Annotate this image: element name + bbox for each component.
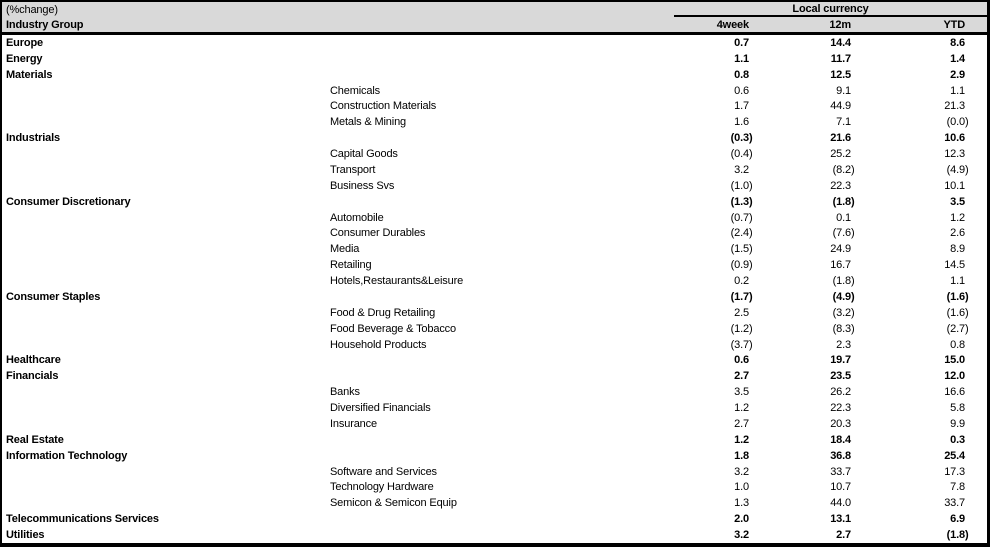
value-cell-ytd: (1.6) [946,306,969,319]
table-row [2,289,987,305]
value-cell-ytd: 33.7 [944,497,965,510]
industry-label: Chemicals [330,84,380,97]
value-cell-ytd: 10.1 [944,179,965,192]
table-row [2,480,987,496]
table-row [2,321,987,337]
table-row [2,257,987,273]
value-cell-4week: (2.4) [730,227,753,240]
value-cell-4week: 0.6 [734,354,749,367]
value-cell-4week: 1.2 [734,433,749,446]
table-row [2,67,987,83]
value-cell-ytd: (0.0) [946,116,969,129]
industry-label: Transport [330,163,376,176]
header-row-columns [2,17,987,32]
industry-label: Household Products [330,338,427,351]
industry-label: Retailing [330,259,372,272]
value-cell-12m: 12.5 [830,68,851,81]
value-cell-ytd: (1.6) [946,290,969,303]
value-cell-4week: 0.8 [734,68,749,81]
value-cell-ytd: 5.8 [950,402,965,415]
value-cell-4week: (1.5) [730,243,753,256]
value-cell-4week: 1.7 [734,100,749,113]
value-cell-ytd: 10.6 [944,132,965,145]
table-body [2,35,987,543]
sector-label: Europe [6,36,43,49]
industry-label: Technology Hardware [330,481,434,494]
table-row [2,178,987,194]
value-cell-4week: (0.4) [730,148,753,161]
table-row [2,495,987,511]
industry-label: Capital Goods [330,148,398,161]
sector-label: Real Estate [6,433,64,446]
value-cell-12m: 36.8 [830,449,851,462]
value-cell-12m: 18.4 [830,433,851,446]
table-row [2,511,987,527]
value-cell-12m: 2.7 [836,529,851,542]
percent-change-label: (%change) [6,3,58,16]
sector-label: Information Technology [6,449,128,462]
value-cell-4week: (1.7) [730,290,753,303]
value-cell-12m: 25.2 [830,148,851,161]
value-cell-12m: 22.3 [830,179,851,192]
value-cell-12m: (3.2) [832,306,855,319]
sector-label: Financials [6,370,59,383]
table-row [2,353,987,369]
value-cell-4week: 3.5 [734,386,749,399]
value-cell-4week: 0.2 [734,275,749,288]
industry-group-header: Industry Group [6,18,84,31]
sector-label: Consumer Discretionary [6,195,131,208]
value-cell-4week: 0.7 [734,36,749,49]
value-cell-4week: (1.2) [730,322,753,335]
industry-label: Metals & Mining [330,116,407,129]
value-cell-ytd: 15.0 [944,354,965,367]
value-cell-12m: 7.1 [836,116,851,129]
value-cell-4week: 3.2 [734,465,749,478]
value-cell-12m: 33.7 [830,465,851,478]
table-row [2,416,987,432]
table-row [2,51,987,67]
local-currency-group-header [674,2,987,17]
sector-label: Energy [6,52,43,65]
value-cell-12m: 0.1 [836,211,851,224]
value-cell-4week: 3.2 [734,529,749,542]
industry-label: Business Svs [330,179,395,192]
table-row [2,384,987,400]
table-row [2,464,987,480]
table-row [2,83,987,99]
table-row [2,210,987,226]
value-cell-ytd: 1.1 [950,84,965,97]
value-cell-12m: 9.1 [836,84,851,97]
value-cell-12m: 23.5 [830,370,851,383]
sector-label: Industrials [6,132,60,145]
value-cell-ytd: 3.5 [950,195,965,208]
value-cell-ytd: 12.0 [944,370,965,383]
value-cell-ytd: 8.6 [950,36,965,49]
table-row [2,241,987,257]
table-row [2,305,987,321]
value-cell-4week: 0.6 [734,84,749,97]
table-row [2,448,987,464]
table-row [2,130,987,146]
value-cell-4week: 1.2 [734,402,749,415]
value-cell-12m: 19.7 [830,354,851,367]
value-cell-12m: 21.6 [830,132,851,145]
value-cell-ytd: 6.9 [950,513,965,526]
value-cell-4week: 1.0 [734,481,749,494]
value-cell-12m: 11.7 [830,52,851,65]
table-header [2,2,987,35]
value-cell-12m: 20.3 [830,417,851,430]
value-cell-4week: (1.3) [730,195,753,208]
value-cell-ytd: 8.9 [950,243,965,256]
table-row [2,432,987,448]
value-cell-4week: 2.7 [734,417,749,430]
value-cell-ytd: 16.6 [944,386,965,399]
value-cell-4week: 1.1 [734,52,749,65]
value-cell-12m: 26.2 [830,386,851,399]
value-cell-ytd: 0.8 [950,338,965,351]
value-cell-ytd: (4.9) [946,163,969,176]
value-cell-ytd: (1.8) [946,529,969,542]
value-cell-ytd: 2.9 [950,68,965,81]
value-cell-4week: 2.5 [734,306,749,319]
column-header-12m: 12m [829,18,851,31]
sector-label: Consumer Staples [6,290,101,303]
value-cell-12m: 14.4 [830,36,851,49]
value-cell-4week: (0.9) [730,259,753,272]
value-cell-12m: (1.8) [832,275,855,288]
table-row [2,114,987,130]
table-row [2,99,987,115]
value-cell-ytd: 14.5 [944,259,965,272]
sector-label: Healthcare [6,354,61,367]
value-cell-4week: 2.0 [734,513,749,526]
column-header-4week: 4week [716,18,749,31]
value-cell-ytd: 17.3 [944,465,965,478]
value-cell-4week: (0.3) [730,132,753,145]
industry-label: Insurance [330,417,377,430]
table-row [2,400,987,416]
industry-label: Semicon & Semicon Equip [330,497,457,510]
value-cell-ytd: 9.9 [950,417,965,430]
industry-label: Automobile [330,211,384,224]
value-cell-4week: (3.7) [730,338,753,351]
value-cell-4week: 1.6 [734,116,749,129]
table-row [2,146,987,162]
column-header-ytd: YTD [943,18,965,31]
value-cell-12m: (7.6) [832,227,855,240]
value-cell-ytd: 1.1 [950,275,965,288]
industry-label: Food & Drug Retailing [330,306,436,319]
table-row [2,368,987,384]
value-cell-ytd: (2.7) [946,322,969,335]
industry-label: Hotels,Restaurants&Leisure [330,275,464,288]
value-cell-ytd: 1.4 [950,52,965,65]
industry-label: Diversified Financials [330,402,431,415]
value-cell-12m: (8.3) [832,322,855,335]
value-cell-12m: 13.1 [830,513,851,526]
industry-label: Media [330,243,360,256]
value-cell-4week: 2.7 [734,370,749,383]
value-cell-ytd: 25.4 [944,449,965,462]
local-currency-label: Local currency [792,2,869,15]
value-cell-12m: 10.7 [830,481,851,494]
table-row [2,226,987,242]
table-row [2,35,987,51]
table-row [2,527,987,543]
value-cell-4week: (0.7) [730,211,753,224]
value-cell-4week: 1.3 [734,497,749,510]
value-cell-12m: 44.9 [830,100,851,113]
value-cell-ytd: 0.3 [950,433,965,446]
value-cell-ytd: 21.3 [944,100,965,113]
value-cell-12m: 44.0 [830,497,851,510]
industry-label: Food Beverage & Tobacco [330,322,456,335]
value-cell-12m: (1.8) [832,195,855,208]
value-cell-12m: 22.3 [830,402,851,415]
value-cell-12m: 2.3 [836,338,851,351]
table-row [2,194,987,210]
industry-label: Software and Services [330,465,437,478]
value-cell-4week: 1.8 [734,449,749,462]
sector-label: Utilities [6,529,45,542]
table-row [2,273,987,289]
industry-label: Consumer Durables [330,227,426,240]
value-cell-ytd: 2.6 [950,227,965,240]
header-row-group [2,2,987,17]
value-cell-ytd: 7.8 [950,481,965,494]
sector-label: Materials [6,68,53,81]
value-cell-12m: 16.7 [830,259,851,272]
table-row [2,162,987,178]
table-row [2,337,987,353]
value-cell-ytd: 12.3 [944,148,965,161]
value-cell-12m: (8.2) [832,163,855,176]
value-cell-4week: 3.2 [734,163,749,176]
value-cell-4week: (1.0) [730,179,753,192]
value-cell-ytd: 1.2 [950,211,965,224]
sector-label: Telecommunications Services [6,513,159,526]
industry-label: Construction Materials [330,100,437,113]
value-cell-12m: 24.9 [830,243,851,256]
value-cell-12m: (4.9) [832,290,855,303]
industry-label: Banks [330,386,360,399]
